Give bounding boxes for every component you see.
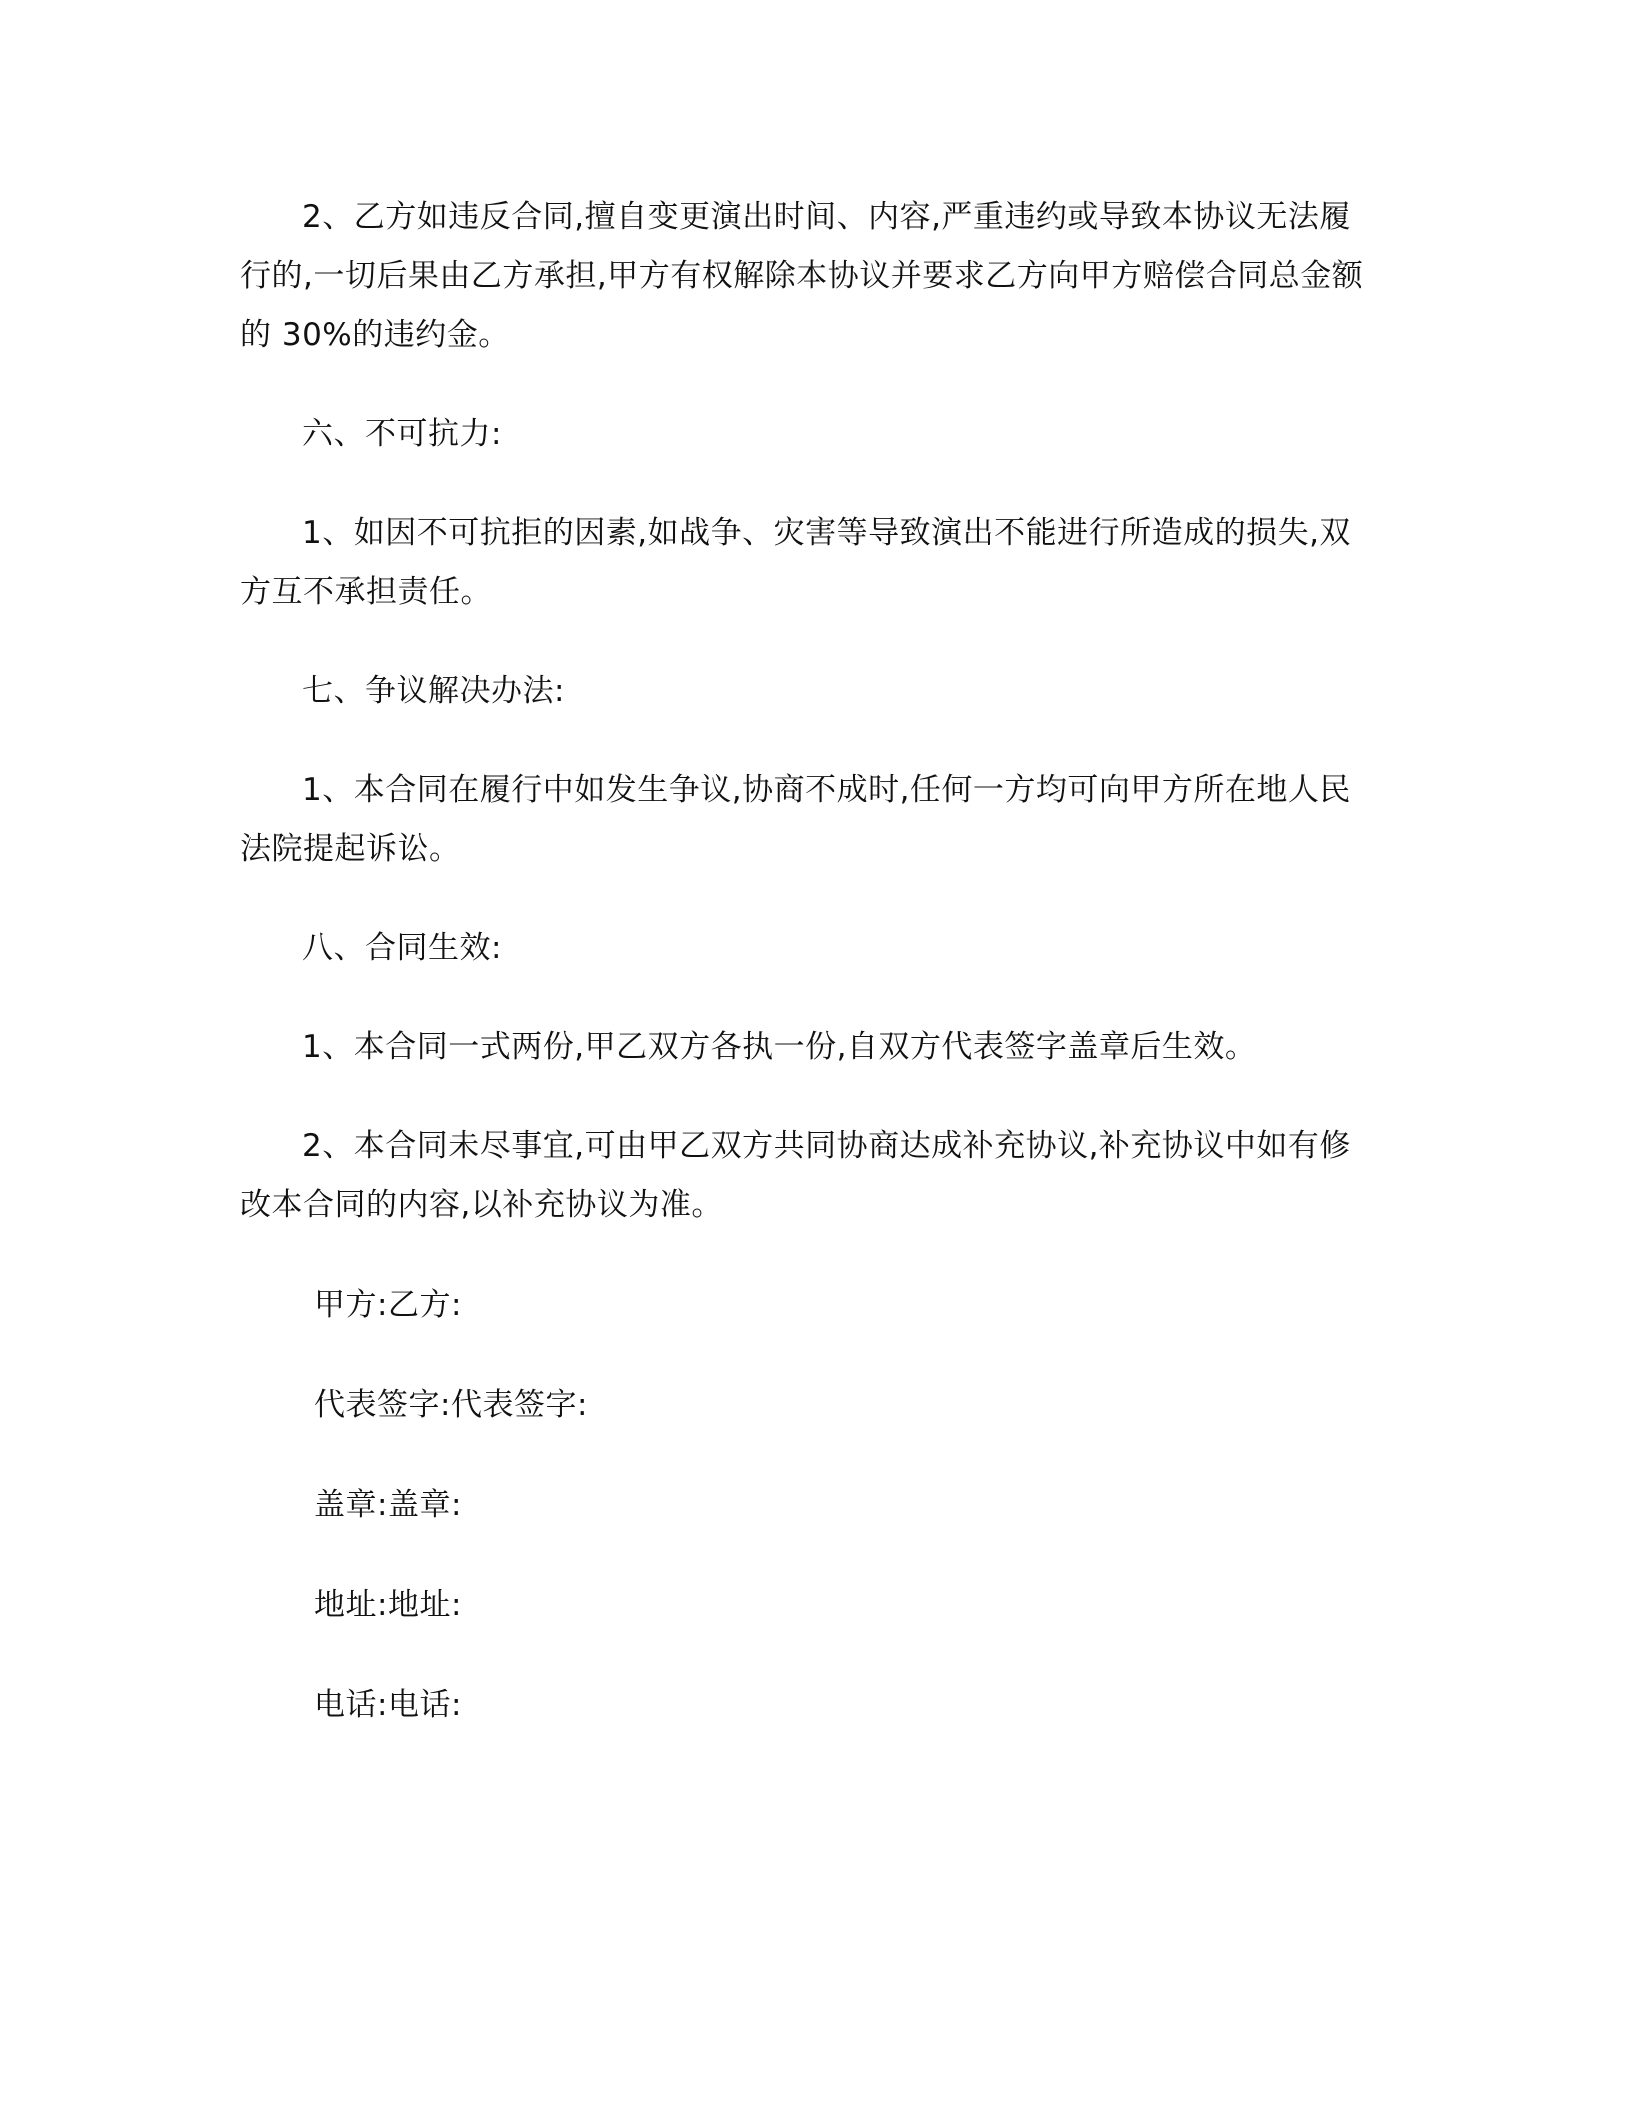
section-8-heading: 八、合同生效: bbox=[302, 930, 502, 966]
section-7-heading: 七、争议解决办法: bbox=[302, 673, 565, 709]
section-6-heading: 六、不可抗力: bbox=[302, 416, 502, 452]
signature-address-line: 地址:地址: bbox=[314, 1587, 462, 1623]
signature-representative-line: 代表签字:代表签字: bbox=[314, 1387, 588, 1423]
signature-seal-line: 盖章:盖章: bbox=[314, 1487, 462, 1523]
clause-8-1-effect: 1、本合同一式两份,甲乙双方各执一份,自双方代表签字盖章后生效。 bbox=[302, 1029, 1257, 1065]
clause-7-1-dispute: 1、本合同在履行中如发生争议,协商不成时,任何一方均可向甲方所在地人民法院提起诉讼。 bbox=[240, 772, 1351, 867]
document-body bbox=[240, 188, 1375, 1735]
signature-block bbox=[240, 1276, 1375, 1735]
signature-parties-line: 甲方:乙方: bbox=[314, 1287, 462, 1323]
clause-6-1-force-majeure: 1、如因不可抗拒的因素,如战争、灾害等导致演出不能进行所造成的损失,双方互不承担责任。 bbox=[240, 515, 1351, 610]
clause-5-2-breach: 2、乙方如违反合同,擅自变更演出时间、内容,严重违约或导致本协议无法履行的,一切后果由乙方承担,甲方有权解除本协议并要求乙方向甲方赔偿合同总金额的 30%的违约金。 bbox=[240, 199, 1364, 353]
clause-8-2-supplement: 2、本合同未尽事宜,可由甲乙双方共同协商达成补充协议,补充协议中如有修改本合同的内容,以补充协议为准。 bbox=[240, 1128, 1351, 1223]
signature-phone-line: 电话:电话: bbox=[314, 1687, 462, 1723]
